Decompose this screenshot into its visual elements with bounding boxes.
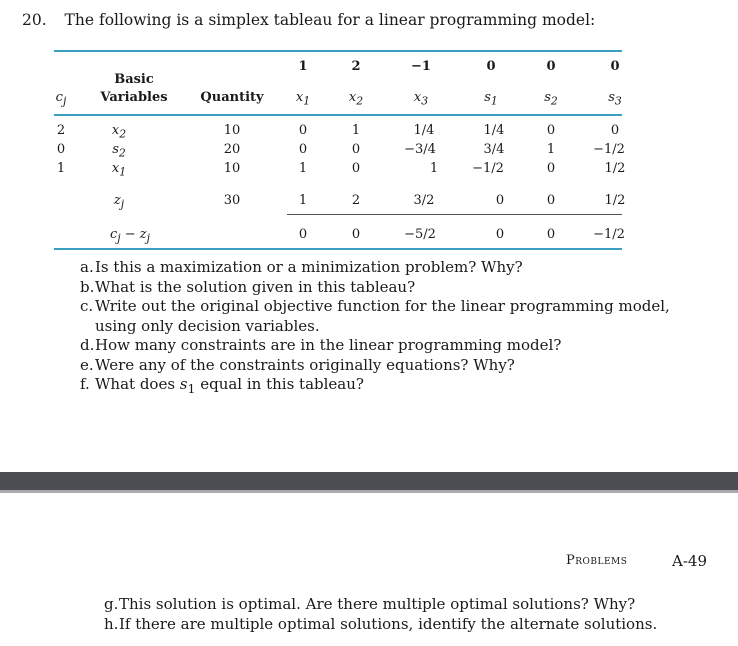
cj-zj-s2: 0 <box>546 227 556 242</box>
running-head: Problems <box>566 553 628 568</box>
row2-quantity: 20 <box>223 142 241 157</box>
row1-cj: 2 <box>56 123 66 138</box>
question-text: The following is a simplex tableau for a linear programming model: <box>64 11 596 29</box>
row2-x1: 0 <box>298 142 308 157</box>
row3-s3: 1/2 <box>604 161 626 176</box>
zj-quantity: 30 <box>223 193 241 208</box>
row2-s3: −1/2 <box>593 142 625 157</box>
header-x2: $x_2$ <box>348 90 364 108</box>
page-number: A-49 <box>672 552 707 570</box>
header-cj: $c_j$ <box>55 90 67 108</box>
zj-x3: 3/2 <box>413 193 435 208</box>
header-s2: $s_2$ <box>544 90 558 108</box>
zj-s2: 0 <box>546 193 556 208</box>
sub-question-f: f. What does $s_1$ equal in this tableau? <box>80 375 364 396</box>
sub-question-c: c. Write out the original objective function for the linear programming model, using only decision variables. <box>80 297 670 335</box>
page-break-bar <box>0 472 738 490</box>
zj-label: $z_j$ <box>113 193 125 211</box>
row3-s2: 0 <box>546 161 556 176</box>
row3-cj: 1 <box>56 161 66 176</box>
tableau-bottom-rule <box>54 248 622 250</box>
obj-coef-s3: 0 <box>610 59 620 74</box>
row3-x1: 1 <box>298 161 308 176</box>
row3-s1: −1/2 <box>472 161 504 176</box>
cj-zj-x2: 0 <box>351 227 361 242</box>
tableau-top-rule <box>54 50 622 52</box>
header-x3: $x_3$ <box>413 90 429 108</box>
sub-question-e: e. Were any of the constraints originally equations? Why? <box>80 355 515 374</box>
cj-zj-x1: 0 <box>298 227 308 242</box>
sub-question-a: a. Is this a maximization or a minimization problem? Why? <box>80 258 523 276</box>
sub-question-g: g. This solution is optimal. Are there multiple optimal solutions? Why? <box>104 595 636 613</box>
row2-x2: 0 <box>351 142 361 157</box>
row3-basic: $x_1$ <box>111 161 127 179</box>
obj-coef-x1: 1 <box>298 59 308 74</box>
zj-s1: 0 <box>495 193 505 208</box>
cj-zj-x3: −5/2 <box>404 227 436 242</box>
tableau-header-rule <box>54 114 622 116</box>
header-x1: $x_1$ <box>295 90 311 108</box>
zj-x1: 1 <box>298 193 308 208</box>
row2-x3: −3/4 <box>404 142 436 157</box>
row2-basic: $s_2$ <box>112 142 126 160</box>
obj-coef-s1: 0 <box>486 59 496 74</box>
page-break-shadow <box>0 490 738 493</box>
row1-quantity: 10 <box>223 123 241 138</box>
cj-zj-s1: 0 <box>495 227 505 242</box>
sub-question-b: b. What is the solution given in this tableau? <box>80 277 416 296</box>
header-quantity: Quantity <box>200 90 264 105</box>
row1-s2: 0 <box>546 123 556 138</box>
row1-x1: 0 <box>298 123 308 138</box>
cj-zj-s3: −1/2 <box>593 227 625 242</box>
zj-x2: 2 <box>351 193 361 208</box>
sub-questions-part1 <box>80 258 680 399</box>
row1-basic: $x_2$ <box>111 123 127 141</box>
row1-x3: 1/4 <box>413 123 435 138</box>
row1-s3: 0 <box>610 123 620 138</box>
row2-s1: 3/4 <box>483 142 505 157</box>
header-basic-line2: Variables <box>100 90 168 105</box>
header-s1: $s_1$ <box>484 90 498 108</box>
row1-x2: 1 <box>351 123 361 138</box>
zj-row-rule <box>287 214 622 215</box>
header-basic-line1: Basic <box>114 72 154 87</box>
row3-quantity: 10 <box>223 161 241 176</box>
zj-s3: 1/2 <box>604 193 626 208</box>
obj-coef-s2: 0 <box>546 59 556 74</box>
sub-question-d: d. How many constraints are in the linear programming model? <box>80 336 562 354</box>
header-s3: $s_3$ <box>608 90 622 108</box>
question-title <box>22 11 595 29</box>
row2-cj: 0 <box>56 142 66 157</box>
row1-s1: 1/4 <box>483 123 505 138</box>
obj-coef-x2: 2 <box>351 59 361 74</box>
question-number: 20. <box>22 11 47 29</box>
sub-questions-part2 <box>104 595 664 634</box>
row3-x3: 1 <box>429 161 439 176</box>
row2-s2: 1 <box>546 142 556 157</box>
row3-x2: 0 <box>351 161 361 176</box>
obj-coef-x3: −1 <box>411 59 431 74</box>
cj-zj-label: $c_j - z_j$ <box>109 227 151 245</box>
sub-question-h: h. If there are multiple optimal solutions, identify the alternate solutions. <box>104 614 658 633</box>
